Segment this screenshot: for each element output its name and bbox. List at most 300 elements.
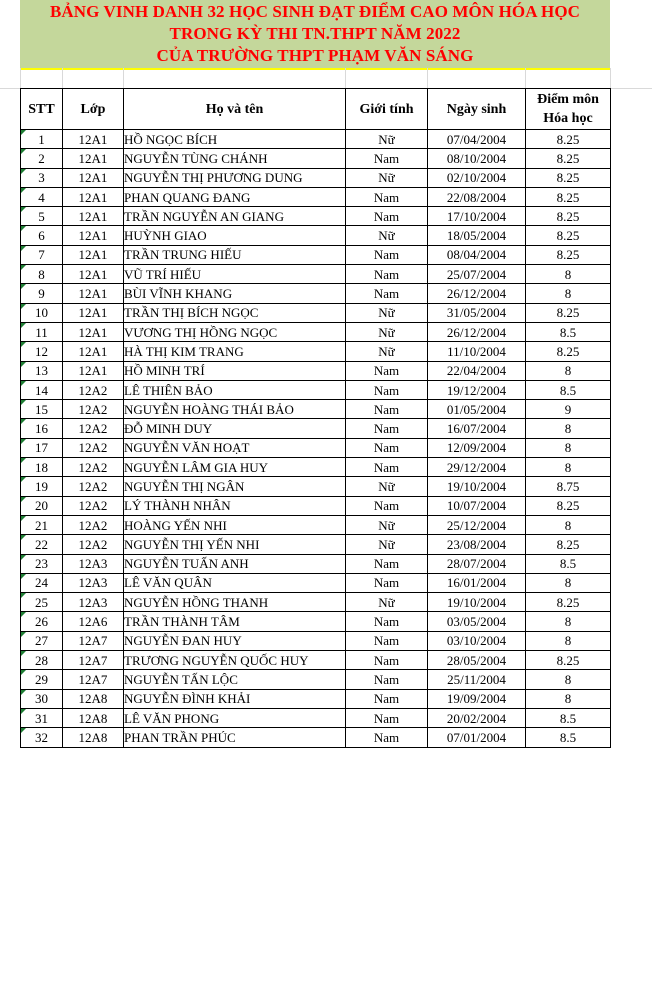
cell-dob-text: 07/01/2004 — [446, 729, 507, 745]
cell-class-text: 12A8 — [78, 710, 108, 726]
cell-stt — [21, 226, 63, 245]
cell-class-text: 12A2 — [78, 536, 108, 552]
cell-dob — [428, 496, 526, 515]
cell-number-flag-icon — [21, 593, 26, 598]
cell-class — [63, 226, 124, 245]
cell-dob-text: 01/05/2004 — [446, 401, 507, 417]
cell-name-text: NGUYỄN THỊ NGÂN — [124, 478, 245, 494]
cell-stt — [21, 361, 63, 380]
cell-gender-text: Nữ — [378, 343, 395, 359]
cell-name-text: LÝ THÀNH NHÂN — [124, 498, 231, 514]
cell-gender — [346, 689, 428, 708]
cell-name-text: NGUYỄN THỊ YẾN NHI — [124, 536, 260, 552]
cell-name-text: LÊ THIÊN BẢO — [124, 382, 213, 398]
cell-class-text: 12A1 — [78, 305, 108, 321]
cell-class-text: 12A6 — [78, 614, 108, 630]
cell-score-text: 8 — [564, 691, 572, 707]
cell-stt — [21, 207, 63, 226]
cell-score-text: 8.25 — [556, 131, 580, 147]
cell-name — [124, 265, 346, 284]
cell-class — [63, 651, 124, 670]
cell-dob-text: 22/04/2004 — [446, 363, 507, 379]
cell-dob — [428, 226, 526, 245]
table-row — [21, 342, 611, 361]
cell-stt — [21, 477, 63, 496]
table-row — [21, 593, 611, 612]
cell-gender — [346, 419, 428, 438]
cell-dob — [428, 458, 526, 477]
cell-stt-text: 12 — [35, 343, 48, 359]
cell-gender — [346, 612, 428, 631]
cell-dob — [428, 149, 526, 168]
cell-gender-text: Nữ — [378, 305, 395, 321]
cell-number-flag-icon — [21, 477, 26, 482]
cell-class — [63, 689, 124, 708]
table-row — [21, 245, 611, 264]
cell-number-flag-icon — [21, 188, 26, 193]
cell-dob-text: 26/12/2004 — [446, 286, 507, 302]
cell-stt-text: 31 — [35, 710, 48, 726]
cell-gender-text: Nam — [373, 266, 400, 282]
sheet-gridline — [610, 68, 611, 88]
cell-class — [63, 361, 124, 380]
cell-stt-text: 1 — [38, 131, 45, 147]
cell-gender — [346, 207, 428, 226]
cell-dob — [428, 265, 526, 284]
sheet-gridline — [62, 68, 63, 88]
cell-gender — [346, 477, 428, 496]
cell-gender — [346, 265, 428, 284]
title-line-1: BẢNG VINH DANH 32 HỌC SINH ĐẠT ĐIỂM CAO MÔN HÓA HỌC — [49, 2, 581, 21]
cell-gender — [346, 496, 428, 515]
cell-stt-text: 23 — [35, 556, 48, 572]
cell-name — [124, 284, 346, 303]
cell-stt-text: 20 — [35, 498, 48, 514]
cell-score-text: 8.5 — [559, 556, 577, 572]
cell-gender-text: Nam — [373, 633, 400, 649]
cell-gender-text: Nam — [373, 421, 400, 437]
cell-score — [526, 245, 611, 264]
cell-score-text: 8 — [564, 517, 572, 533]
cell-dob-text: 28/05/2004 — [446, 652, 507, 668]
table-row — [21, 631, 611, 650]
table-row — [21, 419, 611, 438]
cell-dob — [428, 130, 526, 149]
cell-name — [124, 380, 346, 399]
cell-name — [124, 535, 346, 554]
cell-name-text: TRẦN THÀNH TÂM — [124, 614, 240, 630]
cell-class-text: 12A3 — [78, 594, 108, 610]
cell-number-flag-icon — [21, 728, 26, 733]
cell-number-flag-icon — [21, 265, 26, 270]
cell-gender — [346, 303, 428, 322]
cell-class-text: 12A3 — [78, 556, 108, 572]
honor-roll-table — [20, 88, 611, 748]
cell-name — [124, 245, 346, 264]
header-dob: Ngày sinh — [428, 89, 526, 130]
cell-name — [124, 322, 346, 341]
cell-number-flag-icon — [21, 304, 26, 309]
cell-stt — [21, 380, 63, 399]
cell-class — [63, 593, 124, 612]
cell-gender-text: Nam — [373, 440, 400, 456]
cell-score — [526, 535, 611, 554]
cell-class-text: 12A1 — [78, 266, 108, 282]
table-row — [21, 670, 611, 689]
cell-dob — [428, 342, 526, 361]
cell-number-flag-icon — [21, 246, 26, 251]
cell-class-text: 12A2 — [78, 498, 108, 514]
title-line-3: CỦA TRƯỜNG THPT PHẠM VĂN SÁNG — [156, 46, 474, 65]
cell-gender-text: Nữ — [378, 324, 395, 340]
cell-name — [124, 303, 346, 322]
cell-name-text: VŨ TRÍ HIẾU — [124, 266, 202, 282]
cell-dob — [428, 554, 526, 573]
cell-stt-text: 30 — [35, 691, 48, 707]
header-stt: STT — [21, 89, 63, 130]
cell-gender — [346, 573, 428, 592]
cell-score — [526, 284, 611, 303]
cell-class — [63, 130, 124, 149]
cell-score — [526, 631, 611, 650]
cell-name — [124, 361, 346, 380]
cell-name-text: TRẦN TRUNG HIẾU — [124, 247, 242, 263]
cell-class — [63, 419, 124, 438]
cell-name — [124, 631, 346, 650]
cell-name — [124, 689, 346, 708]
cell-dob-text: 25/12/2004 — [446, 517, 507, 533]
cell-class-text: 12A3 — [78, 575, 108, 591]
cell-class — [63, 458, 124, 477]
cell-score — [526, 265, 611, 284]
cell-class — [63, 535, 124, 554]
cell-class — [63, 380, 124, 399]
banner-bottom-rule — [20, 68, 610, 70]
cell-score — [526, 322, 611, 341]
cell-stt-text: 13 — [35, 363, 48, 379]
cell-name — [124, 593, 346, 612]
cell-gender-text: Nữ — [378, 517, 395, 533]
cell-score-text: 8.5 — [559, 382, 577, 398]
cell-score-text: 8.25 — [556, 247, 580, 263]
cell-class-text: 12A1 — [78, 286, 108, 302]
cell-number-flag-icon — [21, 709, 26, 714]
cell-name-text: TRẦN NGUYỄN AN GIANG — [124, 208, 284, 224]
cell-score-text: 8.25 — [556, 498, 580, 514]
cell-dob-text: 19/09/2004 — [446, 691, 507, 707]
cell-gender-text: Nam — [373, 729, 400, 745]
cell-name-text: HOÀNG YẾN NHI — [124, 517, 227, 533]
cell-name-text: NGUYỄN ĐÌNH KHẢI — [124, 691, 251, 707]
cell-number-flag-icon — [21, 419, 26, 424]
cell-score-text: 8 — [564, 440, 572, 456]
cell-gender — [346, 284, 428, 303]
table-row — [21, 728, 611, 747]
cell-gender — [346, 168, 428, 187]
cell-score — [526, 207, 611, 226]
cell-class-text: 12A1 — [78, 150, 108, 166]
cell-name-text: NGUYỄN TÙNG CHÁNH — [124, 150, 268, 166]
cell-stt-text: 4 — [38, 189, 45, 205]
cell-class-text: 12A7 — [78, 652, 108, 668]
cell-number-flag-icon — [21, 130, 26, 135]
cell-dob-text: 22/08/2004 — [446, 189, 507, 205]
cell-dob — [428, 612, 526, 631]
cell-class — [63, 670, 124, 689]
cell-stt — [21, 573, 63, 592]
cell-class-text: 12A2 — [78, 459, 108, 475]
cell-name — [124, 226, 346, 245]
cell-gender-text: Nam — [373, 247, 400, 263]
cell-dob — [428, 187, 526, 206]
cell-stt — [21, 322, 63, 341]
cell-score-text: 8.25 — [556, 536, 580, 552]
cell-class — [63, 342, 124, 361]
cell-gender — [346, 342, 428, 361]
cell-number-flag-icon — [21, 574, 26, 579]
cell-class-text: 12A2 — [78, 517, 108, 533]
cell-score-text: 8.25 — [556, 170, 580, 186]
cell-class-text: 12A2 — [78, 440, 108, 456]
cell-name-text: NGUYỄN THỊ PHƯƠNG DUNG — [124, 170, 303, 186]
sheet-gridline — [427, 68, 428, 88]
cell-gender-text: Nữ — [378, 228, 395, 244]
cell-dob-text: 12/09/2004 — [446, 440, 507, 456]
cell-number-flag-icon — [21, 207, 26, 212]
cell-name-text: HÀ THỊ KIM TRANG — [124, 343, 244, 359]
table-row — [21, 496, 611, 515]
cell-dob-text: 31/05/2004 — [446, 305, 507, 321]
title-line-2: TRONG KỲ THI TN.THPT NĂM 2022 — [169, 24, 461, 43]
cell-number-flag-icon — [21, 555, 26, 560]
title-banner — [20, 0, 610, 68]
cell-dob-text: 18/05/2004 — [446, 228, 507, 244]
cell-name — [124, 130, 346, 149]
cell-number-flag-icon — [21, 149, 26, 154]
cell-class — [63, 708, 124, 727]
cell-stt-text: 11 — [35, 324, 48, 340]
table-row — [21, 458, 611, 477]
cell-gender-text: Nữ — [378, 536, 395, 552]
header-class: Lớp — [63, 89, 124, 130]
cell-score-text: 8 — [564, 633, 572, 649]
cell-dob-text: 19/10/2004 — [446, 594, 507, 610]
sheet-gridline — [20, 68, 21, 88]
cell-class-text: 12A1 — [78, 343, 108, 359]
cell-score-text: 8 — [564, 671, 572, 687]
cell-score-text: 8.5 — [559, 710, 577, 726]
cell-stt — [21, 245, 63, 264]
cell-gender — [346, 438, 428, 457]
cell-dob-text: 25/07/2004 — [446, 266, 507, 282]
cell-name — [124, 728, 346, 747]
table-row — [21, 322, 611, 341]
cell-gender — [346, 708, 428, 727]
cell-stt-text: 21 — [35, 517, 48, 533]
cell-score-text: 8 — [564, 614, 572, 630]
cell-name-text: PHAN TRẦN PHÚC — [124, 729, 236, 745]
cell-gender-text: Nam — [373, 150, 400, 166]
cell-score-text: 8.5 — [559, 324, 577, 340]
cell-dob-text: 08/04/2004 — [446, 247, 507, 263]
table-row — [21, 612, 611, 631]
cell-gender-text: Nam — [373, 401, 400, 417]
cell-class — [63, 554, 124, 573]
cell-score — [526, 728, 611, 747]
cell-dob — [428, 670, 526, 689]
cell-class-text: 12A1 — [78, 131, 108, 147]
cell-gender — [346, 593, 428, 612]
cell-score — [526, 554, 611, 573]
cell-dob — [428, 573, 526, 592]
cell-stt — [21, 554, 63, 573]
cell-dob — [428, 651, 526, 670]
cell-number-flag-icon — [21, 362, 26, 367]
cell-gender-text: Nam — [373, 189, 400, 205]
cell-score — [526, 342, 611, 361]
cell-name — [124, 458, 346, 477]
cell-dob-text: 26/12/2004 — [446, 324, 507, 340]
cell-score — [526, 187, 611, 206]
header-gender: Giới tính — [346, 89, 428, 130]
cell-gender — [346, 651, 428, 670]
cell-class — [63, 477, 124, 496]
cell-dob-text: 19/10/2004 — [446, 478, 507, 494]
cell-dob-text: 11/10/2004 — [447, 343, 506, 359]
header-name: Họ và tên — [124, 89, 346, 130]
cell-class — [63, 322, 124, 341]
cell-dob — [428, 477, 526, 496]
cell-gender-text: Nam — [373, 691, 400, 707]
cell-name — [124, 438, 346, 457]
cell-score — [526, 708, 611, 727]
cell-gender-text: Nam — [373, 498, 400, 514]
cell-name-text: PHAN QUANG ĐANG — [124, 189, 251, 205]
cell-score — [526, 670, 611, 689]
cell-number-flag-icon — [21, 226, 26, 231]
cell-stt-text: 18 — [35, 459, 48, 475]
cell-class — [63, 400, 124, 419]
cell-stt — [21, 168, 63, 187]
cell-name-text: VƯƠNG THỊ HỒNG NGỌC — [124, 324, 278, 340]
cell-number-flag-icon — [21, 612, 26, 617]
cell-class — [63, 631, 124, 650]
cell-dob — [428, 593, 526, 612]
cell-dob — [428, 380, 526, 399]
cell-gender — [346, 515, 428, 534]
cell-dob — [428, 207, 526, 226]
cell-stt — [21, 419, 63, 438]
cell-score-text: 8 — [564, 459, 572, 475]
cell-score — [526, 612, 611, 631]
cell-name-text: NGUYỄN ĐAN HUY — [124, 633, 242, 649]
cell-gender — [346, 400, 428, 419]
cell-name — [124, 515, 346, 534]
cell-class — [63, 612, 124, 631]
cell-number-flag-icon — [21, 284, 26, 289]
cell-stt — [21, 187, 63, 206]
cell-name — [124, 477, 346, 496]
header-score — [526, 89, 611, 130]
table-row — [21, 187, 611, 206]
cell-stt — [21, 149, 63, 168]
cell-name — [124, 187, 346, 206]
cell-dob-text: 17/10/2004 — [446, 208, 507, 224]
cell-class — [63, 496, 124, 515]
cell-score — [526, 573, 611, 592]
cell-name-text: HỒ MINH TRÍ — [124, 363, 205, 379]
cell-name — [124, 342, 346, 361]
cell-dob — [428, 168, 526, 187]
cell-dob — [428, 245, 526, 264]
cell-number-flag-icon — [21, 516, 26, 521]
cell-dob — [428, 728, 526, 747]
cell-class — [63, 573, 124, 592]
header-score-line-1: Điểm môn — [537, 92, 599, 107]
table-body — [21, 130, 611, 748]
cell-name — [124, 419, 346, 438]
cell-name-text: NGUYỄN TUẤN ANH — [124, 556, 249, 572]
cell-score — [526, 168, 611, 187]
cell-dob-text: 07/04/2004 — [446, 131, 507, 147]
cell-stt — [21, 130, 63, 149]
cell-dob-text: 29/12/2004 — [446, 459, 507, 475]
cell-dob-text: 28/07/2004 — [446, 556, 507, 572]
cell-class-text: 12A1 — [78, 324, 108, 340]
cell-gender-text: Nam — [373, 459, 400, 475]
table-row — [21, 515, 611, 534]
sheet-gridline — [345, 68, 346, 88]
cell-dob — [428, 689, 526, 708]
cell-gender — [346, 380, 428, 399]
cell-stt-text: 15 — [35, 401, 48, 417]
cell-class — [63, 168, 124, 187]
cell-gender-text: Nam — [373, 382, 400, 398]
cell-score-text: 8.75 — [556, 478, 580, 494]
cell-gender-text: Nam — [373, 671, 400, 687]
cell-score — [526, 149, 611, 168]
table-header-row — [21, 89, 611, 130]
cell-stt-text: 6 — [38, 228, 45, 244]
cell-stt-text: 29 — [35, 671, 48, 687]
cell-dob-text: 10/07/2004 — [446, 498, 507, 514]
table-row — [21, 284, 611, 303]
cell-stt — [21, 438, 63, 457]
cell-class-text: 12A7 — [78, 671, 108, 687]
cell-stt — [21, 284, 63, 303]
cell-gender — [346, 226, 428, 245]
table-row — [21, 438, 611, 457]
cell-score — [526, 303, 611, 322]
cell-class — [63, 187, 124, 206]
cell-stt — [21, 458, 63, 477]
cell-score — [526, 419, 611, 438]
cell-stt-text: 26 — [35, 614, 48, 630]
sheet-gridline — [525, 68, 526, 88]
cell-dob — [428, 438, 526, 457]
cell-dob-text: 25/11/2004 — [447, 671, 506, 687]
sheet-gridline — [123, 68, 124, 88]
cell-stt — [21, 708, 63, 727]
cell-gender-text: Nữ — [378, 131, 395, 147]
cell-stt — [21, 535, 63, 554]
cell-score — [526, 496, 611, 515]
cell-gender-text: Nam — [373, 652, 400, 668]
cell-number-flag-icon — [21, 381, 26, 386]
cell-stt — [21, 515, 63, 534]
cell-stt-text: 2 — [38, 150, 45, 166]
cell-stt — [21, 670, 63, 689]
